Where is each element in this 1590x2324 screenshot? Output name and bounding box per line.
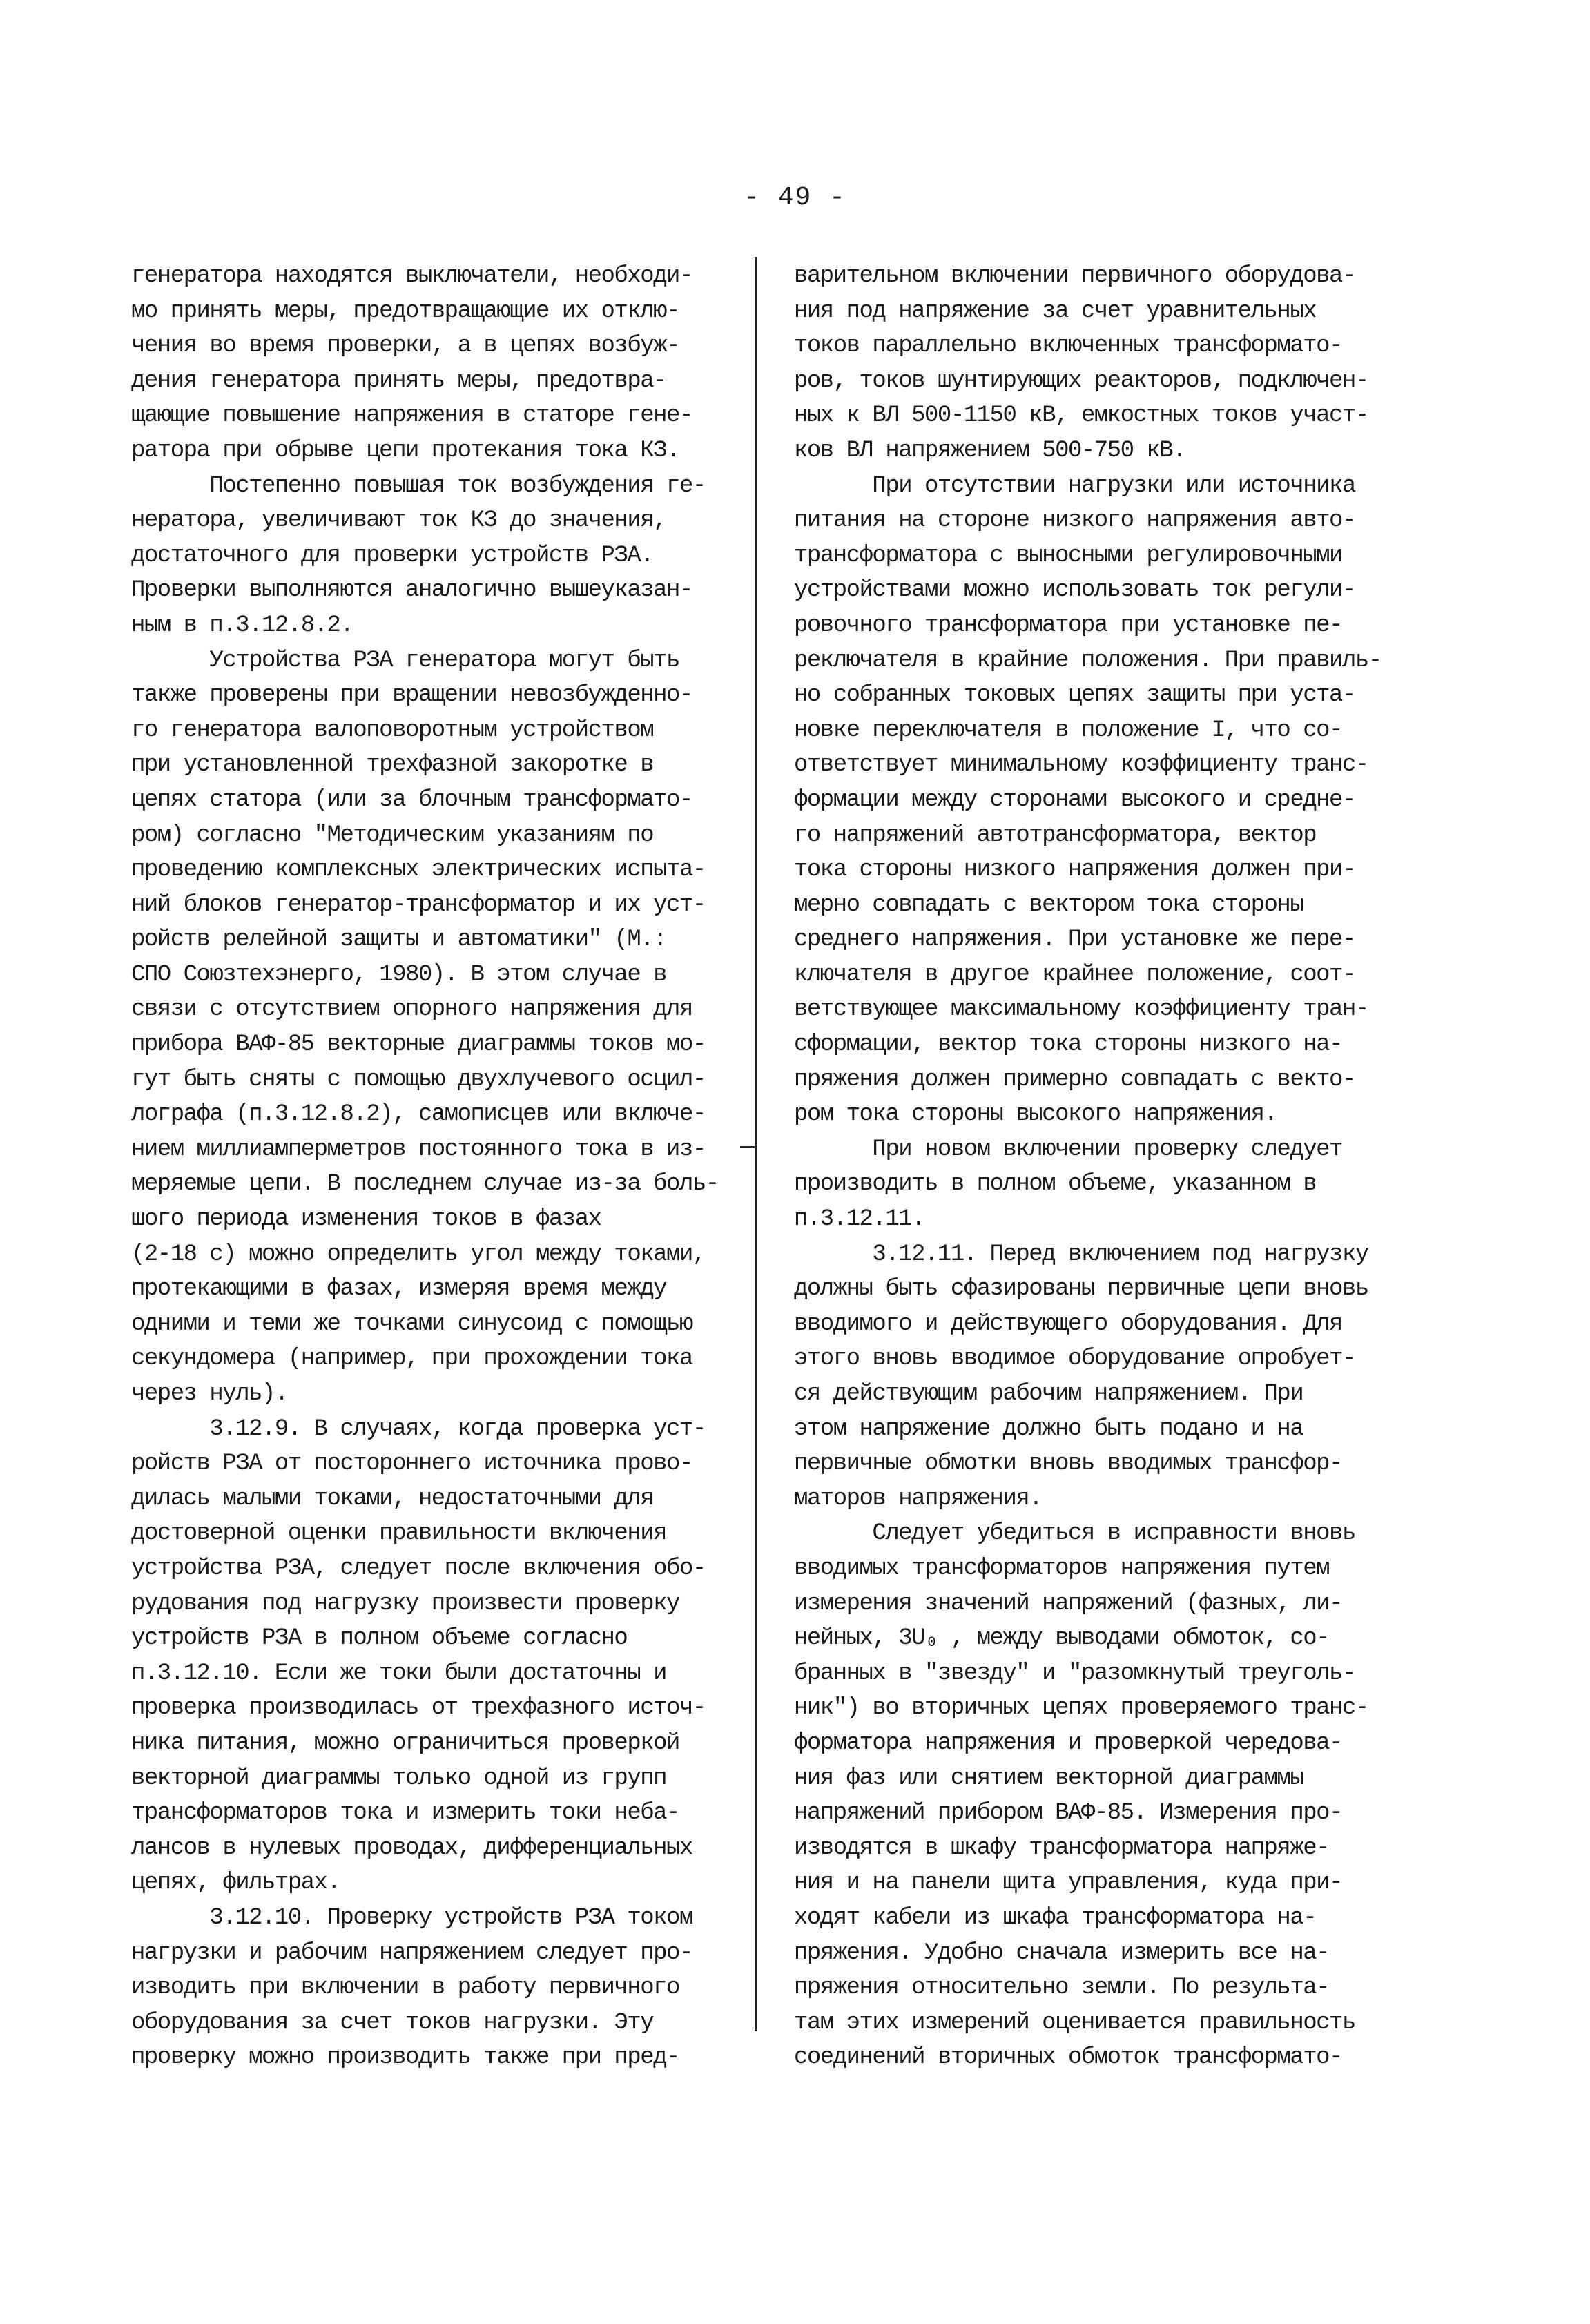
text-line: дения генератора принять меры, предотвра- xyxy=(131,367,667,394)
text-line: ров, токов шунтирующих реакторов, подключен- xyxy=(794,367,1368,394)
left-column xyxy=(131,259,746,2075)
text-line: производить в полном объеме, указанном в xyxy=(794,1171,1317,1198)
text-line: этого вновь вводимое оборудование опробует- xyxy=(794,1346,1355,1373)
text-line: проведению комплексных электрических испыта- xyxy=(131,857,706,884)
text-line: 3.12.9. В случаях, когда проверка уст- xyxy=(131,1415,706,1442)
text-line: тока стороны низкого напряжения должен при- xyxy=(794,857,1355,884)
text-line: ков ВЛ напряжением 500-750 кВ. xyxy=(794,437,1186,464)
text-line: ния фаз или снятием векторной диаграммы xyxy=(794,1765,1303,1792)
text-line: нагрузки и рабочим напряжением следует про- xyxy=(131,1939,692,1966)
text-line: (2-18 с) можно определить угол между токами, xyxy=(131,1241,706,1268)
text-line: напряжений прибором ВАФ-85. Измерения про- xyxy=(794,1800,1342,1827)
text-line: нием миллиамперметров постоянного тока в из- xyxy=(131,1136,706,1163)
text-line: ных к ВЛ 500-1150 кВ, емкостных токов участ- xyxy=(794,403,1368,429)
text-line: ным в п.3.12.8.2. xyxy=(131,612,353,639)
text-line: маторов напряжения. xyxy=(794,1485,1043,1512)
text-line: цепях, фильтрах. xyxy=(131,1870,340,1897)
text-line: ник") во вторичных цепях проверяемого транс- xyxy=(794,1695,1368,1722)
text-line: изводятся в шкафу трансформатора напряже- xyxy=(794,1834,1330,1861)
text-line: го генератора валоповоротным устройством xyxy=(131,717,654,744)
text-line: дилась малыми токами, недостаточными для xyxy=(131,1485,654,1512)
text-line: ния под напряжение за счет уравнительных xyxy=(794,298,1317,325)
text-line: вводимых трансформаторов напряжения путем xyxy=(794,1555,1330,1582)
text-line: ний блоков генератор-трансформатор и их уст- xyxy=(131,891,706,918)
text-line: форматора напряжения и проверкой чередова- xyxy=(794,1730,1342,1756)
text-line: прибора ВАФ-85 векторные диаграммы токов мо- xyxy=(131,1032,706,1058)
text-line: лансов в нулевых проводах, дифференциальных xyxy=(131,1834,692,1861)
text-line: протекающими в фазах, измеряя время между xyxy=(131,1276,667,1303)
page-number: - 49 - xyxy=(744,183,846,213)
text-line: должны быть сфазированы первичные цепи вновь xyxy=(794,1276,1368,1303)
text-line: одними и теми же точками синусоид с помощью xyxy=(131,1310,692,1337)
text-line: ровочного трансформатора при установке пе- xyxy=(794,612,1342,639)
text-line: ся действующим рабочим напряжением. При xyxy=(794,1381,1303,1407)
text-line: формации между сторонами высокого и средне- xyxy=(794,786,1355,813)
text-line: новке переключателя в положение I, что со- xyxy=(794,717,1342,744)
text-line: п.3.12.11. xyxy=(794,1206,925,1233)
text-line: Постепенно повышая ток возбуждения ге- xyxy=(131,472,706,499)
text-line: лографа (п.3.12.8.2), самописцев или включе- xyxy=(131,1101,706,1128)
text-line: изводить при включении в работу первичного xyxy=(131,1975,679,2002)
text-line: пряжения. Удобно сначала измерить все на- xyxy=(794,1939,1330,1966)
text-line: среднего напряжения. При установке же пере- xyxy=(794,927,1355,953)
text-line: трансформаторов тока и измерить токи неба- xyxy=(131,1800,679,1827)
text-line: меряемые цепи. В последнем случае из-за боль- xyxy=(131,1171,719,1198)
text-line: реключателя в крайние положения. При правиль- xyxy=(794,647,1381,674)
text-line: достоверной оценки правильности включения xyxy=(131,1520,667,1547)
text-line: ром тока стороны высокого напряжения. xyxy=(794,1101,1277,1128)
text-line: достаточного для проверки устройств РЗА. xyxy=(131,542,654,569)
text-line: цепях статора (или за блочным трансформато- xyxy=(131,786,692,813)
text-line: векторной диаграммы только одной из групп xyxy=(131,1765,667,1792)
text-line: ответствует минимальному коэффициенту транс- xyxy=(794,752,1368,779)
column-divider xyxy=(755,257,757,2031)
right-column xyxy=(794,259,1450,2075)
text-line: щающие повышение напряжения в статоре гене- xyxy=(131,403,692,429)
text-line: 3.12.10. Проверку устройств РЗА током xyxy=(131,1904,692,1931)
text-line: ключателя в другое крайнее положение, соот- xyxy=(794,961,1355,988)
text-line: сформации, вектор тока стороны низкого на- xyxy=(794,1032,1342,1058)
text-line: бранных в "звезду" и "разомкнутый треуголь- xyxy=(794,1660,1355,1687)
text-line: Устройства РЗА генератора могут быть xyxy=(131,647,679,674)
text-line: связи с отсутствием опорного напряжения для xyxy=(131,996,692,1023)
text-line: соединений вторичных обмоток трансформато- xyxy=(794,2044,1342,2071)
text-line: ройств релейной защиты и автоматики" (М.: xyxy=(131,927,667,953)
text-line: также проверены при вращении невозбужденно- xyxy=(131,682,692,709)
text-line: го напряжений автотрансформатора, вектор xyxy=(794,822,1317,849)
text-line: секундомера (например, при прохождении тока xyxy=(131,1346,692,1373)
text-line: но собранных токовых цепях защиты при уста- xyxy=(794,682,1355,709)
text-line: первичные обмотки вновь вводимых трансфор- xyxy=(794,1451,1342,1478)
text-line: устройства РЗА, следует после включения обо- xyxy=(131,1555,706,1582)
text-line: пряжения должен примерно совпадать с векто- xyxy=(794,1066,1355,1093)
text-line: нератора, увеличивают ток КЗ до значения, xyxy=(131,507,667,534)
text-line: Следует убедиться в исправности вновь xyxy=(794,1520,1355,1547)
text-line: питания на стороне низкого напряжения авто- xyxy=(794,507,1355,534)
text-line: шого периода изменения токов в фазах xyxy=(131,1206,601,1233)
text-line: мо принять меры, предотвращающие их отклю- xyxy=(131,298,679,325)
text-line: устройств РЗА в полном объеме согласно xyxy=(131,1625,628,1652)
text-line: при установленной трехфазной закоротке в xyxy=(131,752,654,779)
text-line: устройствами можно использовать ток регули- xyxy=(794,577,1355,604)
text-line: Проверки выполняются аналогично вышеуказан- xyxy=(131,577,692,604)
text-line: ходят кабели из шкафа трансформатора на- xyxy=(794,1904,1317,1931)
text-line: проверка производилась от трехфазного источ- xyxy=(131,1695,706,1722)
text-line: При новом включении проверку следует xyxy=(794,1136,1342,1163)
text-line: гут быть сняты с помощью двухлучевого осцил- xyxy=(131,1066,706,1093)
text-line: этом напряжение должно быть подано и на xyxy=(794,1415,1303,1442)
text-line: измерения значений напряжений (фазных, ли- xyxy=(794,1590,1342,1617)
text-line: мерно совпадать с вектором тока стороны xyxy=(794,891,1303,918)
text-line: трансформатора с выносными регулировочными xyxy=(794,542,1342,569)
text-line: СПО Союзтехэнерго, 1980). В этом случае в xyxy=(131,961,667,988)
text-line: чения во время проверки, а в цепях возбуж- xyxy=(131,333,679,360)
text-line: ром) согласно "Методическим указаниям по xyxy=(131,822,654,849)
text-line: через нуль). xyxy=(131,1381,288,1407)
text-line: п.3.12.10. Если же токи были достаточны и xyxy=(131,1660,667,1687)
text-line: проверку можно производить также при пред- xyxy=(131,2044,679,2071)
text-line: ветствующее максимальному коэффициенту тран- xyxy=(794,996,1368,1023)
text-line: ника питания, можно ограничиться проверкой xyxy=(131,1730,679,1756)
text-line: ния и на панели щита управления, куда при- xyxy=(794,1870,1342,1897)
text-line: рудования под нагрузку произвести проверку xyxy=(131,1590,679,1617)
text-line: там этих измерений оценивается правильность xyxy=(794,2009,1355,2036)
text-line: При отсутствии нагрузки или источника xyxy=(794,472,1355,499)
text-line: ройств РЗА от постороннего источника прово- xyxy=(131,1451,692,1478)
text-line: токов параллельно включенных трансформато- xyxy=(794,333,1342,360)
text-line: пряжения относительно земли. По результа- xyxy=(794,1975,1330,2002)
text-line: генератора находятся выключатели, необходи- xyxy=(131,263,692,289)
column-divider-notch xyxy=(740,1146,755,1148)
text-line: 3.12.11. Перед включением под нагрузку xyxy=(794,1241,1368,1268)
text-line: вводимого и действующего оборудования. Для xyxy=(794,1310,1342,1337)
text-line: оборудования за счет токов нагрузки. Эту xyxy=(131,2009,654,2036)
text-line: варительном включении первичного оборудова- xyxy=(794,263,1355,289)
text-line: нейных, 3U₀ , между выводами обмоток, со- xyxy=(794,1625,1330,1652)
text-line: ратора при обрыве цепи протекания тока КЗ. xyxy=(131,437,679,464)
